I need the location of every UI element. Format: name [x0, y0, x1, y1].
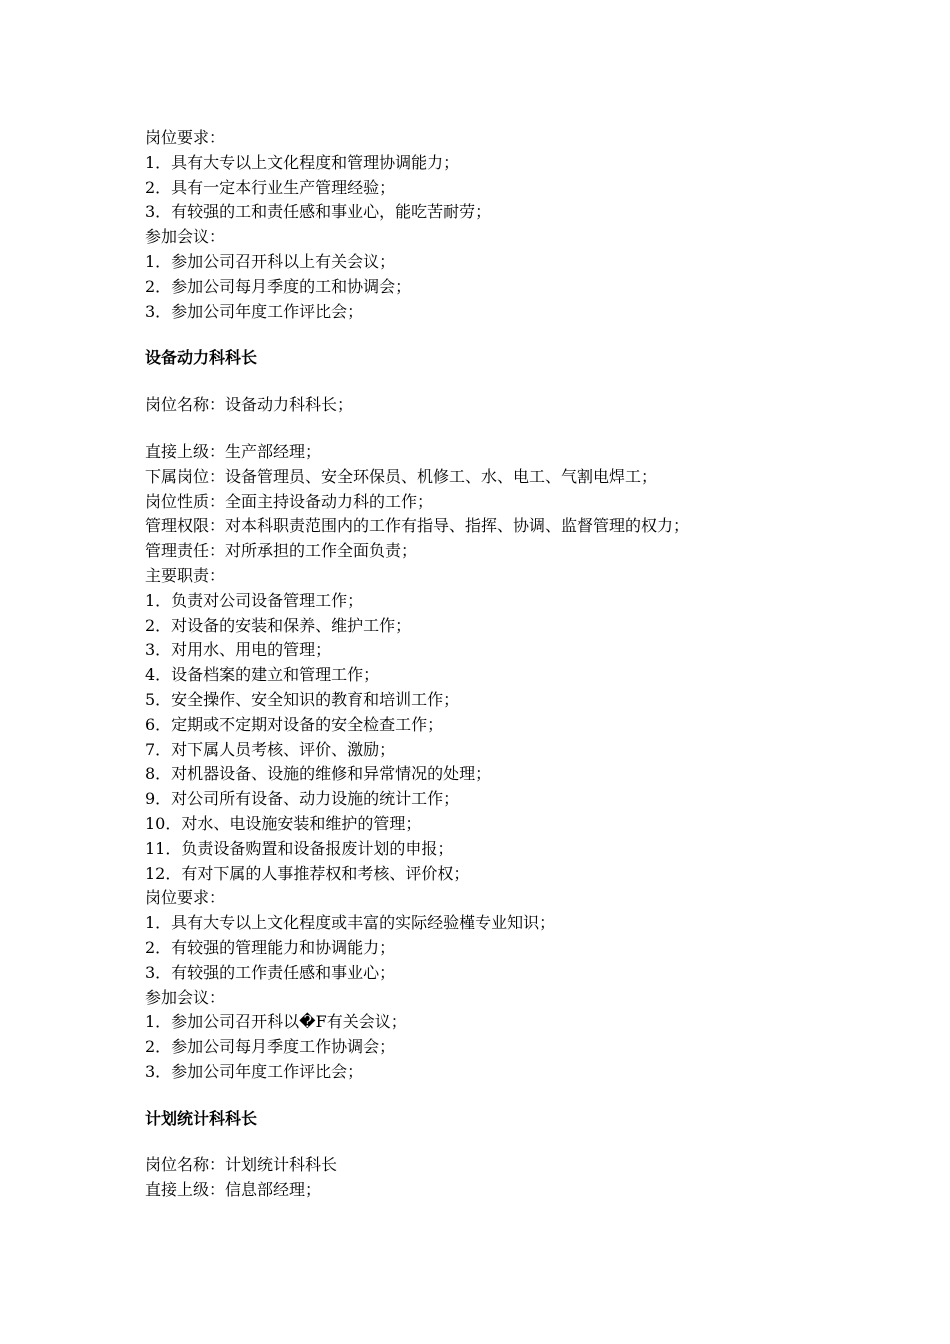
list-item: 6．定期或不定期对设备的安全检查工作；: [145, 714, 444, 734]
section-heading: 设备动力科科长: [145, 348, 258, 368]
list-item: 3．对用水、用电的管理；: [145, 640, 332, 660]
list-item: 7．对下属人员考核、评价、激励；: [145, 739, 396, 759]
list-item: 8．对机器设备、设施的维修和异常情况的处理；: [145, 764, 492, 784]
requirements-title: 岗位要求：: [145, 888, 226, 908]
list-item: 1．具有大专以上文化程度或丰富的实际经验槿专业知识；: [145, 913, 556, 933]
list-item: 1．具有大专以上文化程度和管理协调能力；: [145, 152, 460, 172]
list-item: 2．具有一定本行业生产管理经验；: [145, 177, 396, 197]
requirements-title: 岗位要求：: [145, 128, 226, 147]
list-item: 2．参加公司每月季度工作协调会；: [145, 1037, 396, 1057]
position-nature: 岗位性质：全面主持设备动力科的工作；: [145, 491, 434, 511]
direct-superior: 直接上级：生产部经理；: [145, 441, 322, 461]
list-item: 9．对公司所有设备、动力设施的统计工作；: [145, 789, 460, 809]
list-item: 1．负责对公司设备管理工作；: [145, 590, 364, 610]
list-item: 3．参加公司年度工作评比会；: [145, 1061, 364, 1081]
list-item: 1．参加公司召开科以上有关会议；: [145, 251, 396, 271]
meetings-title: 参加会议：: [145, 987, 226, 1007]
management-responsibility: 管理责任：对所承担的工作全面负责；: [145, 541, 418, 561]
management-authority: 管理权限：对本科职责范围内的工作有指导、指挥、协调、监督管理的权力；: [145, 516, 690, 536]
list-item: 4．设备档案的建立和管理工作；: [145, 665, 380, 685]
position-name: 岗位名称：计划统计科科长: [145, 1155, 338, 1175]
list-item: 2．参加公司每月季度的工和协调会；: [145, 276, 412, 296]
list-item: 3．有较强的工和责任感和事业心，能吃苦耐劳；: [145, 202, 492, 222]
subordinate-positions: 下属岗位：设备管理员、安全环保员、机修工、水、电工、气割电焊工；: [145, 466, 658, 486]
list-item: 12．有对下属的人事推荐权和考核、评价权；: [145, 863, 470, 883]
direct-superior: 直接上级：信息部经理；: [145, 1180, 322, 1200]
meetings-title: 参加会议：: [145, 227, 226, 247]
section-heading: 计划统计科科长: [145, 1108, 258, 1128]
list-item: 10．对水、电设施安装和维护的管理；: [145, 813, 422, 833]
document-page: [145, 126, 925, 1203]
list-item: 2．对设备的安装和保养、维护工作；: [145, 615, 412, 635]
list-item: 1．参加公司召开科以�F有关会议；: [145, 1012, 407, 1032]
position-name: 岗位名称：设备动力科科长；: [145, 395, 354, 415]
list-item: 2．有较强的管理能力和协调能力；: [145, 937, 396, 957]
list-item: 11．负责设备购置和设备报废计划的申报；: [145, 838, 454, 858]
list-item: 3．参加公司年度工作评比会；: [145, 301, 364, 321]
duties-title: 主要职责：: [145, 565, 226, 585]
list-item: 3．有较强的工作责任感和事业心；: [145, 962, 396, 982]
list-item: 5．安全操作、安全知识的教育和培训工作；: [145, 689, 460, 709]
